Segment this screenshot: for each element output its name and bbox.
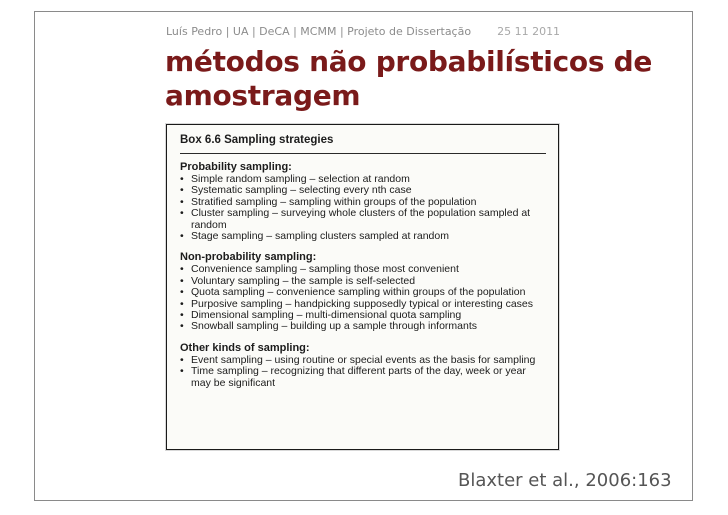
item-text: Cluster sampling – surveying whole clusters of the population sampled at random (191, 207, 531, 231)
list-item (180, 208, 546, 231)
item-text: Snowball sampling – building up a sample through informants (191, 320, 478, 333)
bullet: • (180, 173, 184, 185)
section-list (180, 355, 546, 389)
item-text: Simple random sampling – selection at random (191, 173, 410, 185)
item-text: Event sampling – using routine or special events as the basis for sampling (191, 353, 536, 366)
bullet: • (180, 263, 184, 276)
list-item (180, 231, 546, 242)
bullet: • (180, 195, 184, 208)
section-heading: Probability sampling: (180, 161, 292, 173)
citation: Blaxter et al., 2006:163 (458, 470, 672, 491)
item-text: Systematic sampling – selecting every nth case (191, 184, 412, 197)
bullet: • (180, 353, 184, 366)
sampling-strategies-box (166, 124, 559, 450)
item-text: Convenience sampling – sampling those most convenient (191, 263, 459, 276)
list-item (180, 321, 546, 332)
section-heading: Other kinds of sampling: (180, 341, 310, 354)
bullet: • (180, 365, 184, 378)
bullet: • (180, 286, 184, 299)
section-heading: Non-probability sampling: (180, 251, 317, 264)
section-probability (180, 161, 546, 242)
item-text: Purposive sampling – handpicking supposedly typical or interesting cases (191, 297, 534, 310)
bullet: • (180, 309, 184, 322)
bullet: • (180, 207, 184, 220)
date-label: 25 11 2011 (497, 25, 561, 38)
item-text: Stratified sampling – sampling within groups of the population (191, 195, 477, 208)
section-other (180, 342, 546, 389)
list-item (180, 366, 546, 389)
slide-header (166, 25, 560, 38)
bullet: • (180, 230, 184, 243)
section-list (180, 264, 546, 332)
bullet: • (180, 274, 184, 287)
item-text: Quota sampling – convenience sampling within groups of the population (191, 286, 526, 299)
slide-title: métodos não probabilísticos de amostragem (165, 45, 653, 112)
bullet: • (180, 320, 184, 333)
course-label: Luís Pedro | UA | DeCA | MCMM | Projeto de Dissertação (166, 25, 472, 38)
bullet: • (180, 297, 184, 310)
item-text: Dimensional sampling – multi-dimensional quota sampling (191, 309, 462, 322)
bullet: • (180, 184, 184, 197)
box-title: Box 6.6 Sampling strategies (180, 133, 546, 154)
section-non-probability (180, 251, 546, 332)
item-text: Time sampling – recognizing that different parts of the day, week or year may be significant (191, 365, 526, 389)
section-list (180, 174, 546, 242)
item-text: Voluntary sampling – the sample is self-selected (191, 274, 416, 287)
item-text: Stage sampling – sampling clusters sampled at random (191, 230, 449, 243)
